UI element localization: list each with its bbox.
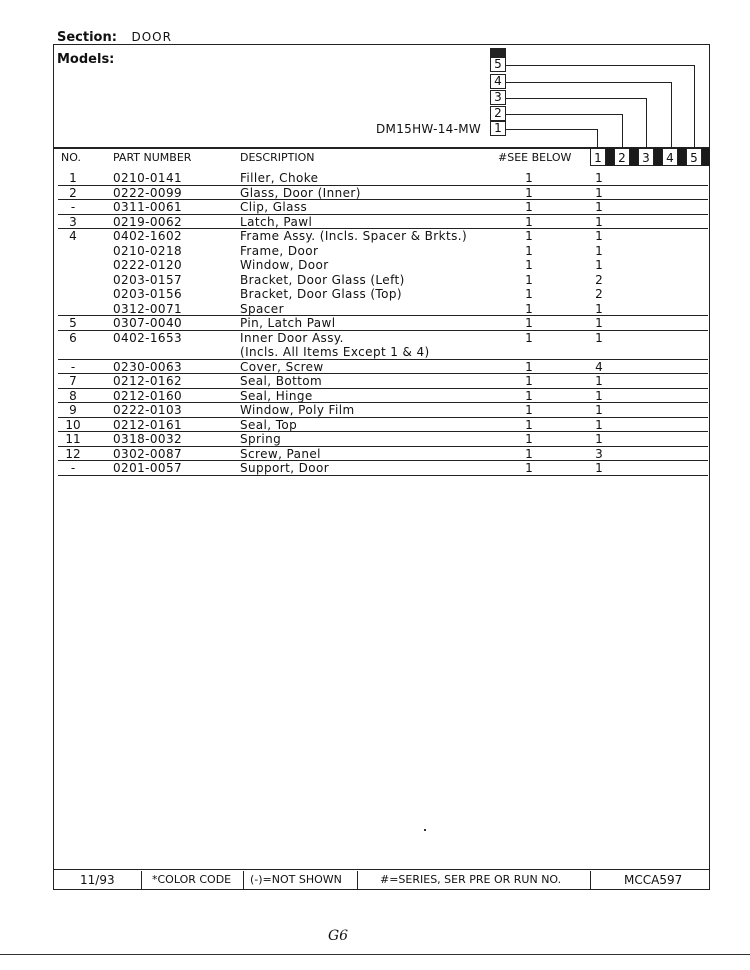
row-quantity: 1 <box>595 432 603 446</box>
footer-divider <box>141 871 142 890</box>
footer-doc-code: MCCA597 <box>624 873 683 887</box>
model-number-2: 2 <box>490 106 506 121</box>
connector-5 <box>506 65 695 66</box>
footer-divider <box>357 871 358 890</box>
table-row <box>53 302 710 317</box>
model-number-1: 1 <box>490 121 506 136</box>
row-description: Support, Door <box>240 461 330 475</box>
row-quantity: 2 <box>595 272 603 287</box>
table-row <box>53 447 710 462</box>
table-row <box>53 331 710 346</box>
footer-not-shown: (-)=NOT SHOWN <box>250 873 342 886</box>
row-part-number: 0219-0062 <box>113 214 183 229</box>
connector-1-down <box>597 129 598 148</box>
row-description: Clip, Glass <box>240 200 308 214</box>
row-see-below: 1 <box>525 388 533 403</box>
row-no: 10 <box>65 417 81 432</box>
row-description: Spring <box>240 432 282 446</box>
row-see-below: 1 <box>525 374 533 388</box>
row-quantity: 1 <box>595 374 603 388</box>
model-number-3: 3 <box>490 90 506 105</box>
row-description: Pin, Latch Pawl <box>240 316 336 330</box>
row-see-below: 1 <box>525 185 533 200</box>
row-see-below: 1 <box>525 316 533 330</box>
row-description: (Incls. All Items Except 1 & 4) <box>240 345 430 359</box>
row-no: 4 <box>69 229 77 243</box>
row-part-number: 0402-1602 <box>113 229 183 243</box>
row-description: Window, Door <box>240 258 329 272</box>
row-no: - <box>70 359 76 374</box>
stray-mark <box>424 829 426 831</box>
row-description: Window, Poly Film <box>240 403 355 417</box>
table-row <box>53 461 710 476</box>
connector-2 <box>506 114 623 115</box>
connector-1 <box>506 129 598 130</box>
row-description: Screw, Panel <box>240 446 321 461</box>
row-quantity: 1 <box>595 316 603 330</box>
table-row <box>53 287 710 302</box>
table-row <box>53 186 710 201</box>
row-part-number: 0302-0087 <box>113 446 183 461</box>
row-underline <box>58 475 708 476</box>
row-no: - <box>70 461 76 475</box>
row-description: Seal, Hinge <box>240 388 313 403</box>
table-row <box>53 360 710 375</box>
row-part-number: 0203-0157 <box>113 272 183 287</box>
section-label: Section: <box>57 30 117 45</box>
row-quantity: 1 <box>595 461 603 475</box>
row-see-below: 1 <box>525 417 533 432</box>
row-description: Frame, Door <box>240 243 319 258</box>
row-part-number: 0222-0099 <box>113 185 183 200</box>
model-col-5: 5 <box>686 148 702 166</box>
model-col-sep <box>654 148 662 166</box>
row-quantity: 3 <box>595 446 603 461</box>
row-see-below: 1 <box>525 330 533 345</box>
row-see-below: 1 <box>525 403 533 417</box>
row-description: Seal, Top <box>240 417 298 432</box>
row-see-below: 1 <box>525 446 533 461</box>
row-see-below: 1 <box>525 359 533 374</box>
model-col-3: 3 <box>638 148 654 166</box>
table-row <box>53 345 710 360</box>
connector-4 <box>506 82 672 83</box>
row-quantity: 1 <box>595 301 603 316</box>
row-part-number: 0212-0161 <box>113 417 183 432</box>
models-label: Models: <box>57 52 115 67</box>
row-quantity: 1 <box>595 200 603 214</box>
row-quantity: 1 <box>595 417 603 432</box>
footer-color-code: *COLOR CODE <box>152 873 232 886</box>
row-see-below: 1 <box>525 229 533 243</box>
col-head-no: NO. <box>61 151 81 164</box>
row-quantity: 1 <box>595 229 603 243</box>
row-description: Glass, Door (Inner) <box>240 185 361 200</box>
row-part-number: 0230-0063 <box>113 359 183 374</box>
table-row <box>53 258 710 273</box>
row-no: 5 <box>69 316 77 330</box>
connector-3-down <box>646 98 647 148</box>
row-no: 1 <box>69 171 77 185</box>
row-part-number: 0212-0160 <box>113 388 183 403</box>
page-mark: G6 <box>328 928 349 944</box>
col-head-see-below: #SEE BELOW <box>498 151 572 164</box>
row-part-number: 0307-0040 <box>113 316 183 330</box>
row-part-number: 0210-0141 <box>113 171 183 185</box>
row-see-below: 1 <box>525 461 533 475</box>
row-part-number: 0311-0061 <box>113 200 183 214</box>
col-head-part-number: PART NUMBER <box>113 151 192 164</box>
section-value: DOOR <box>131 30 172 44</box>
row-no: 9 <box>69 403 77 417</box>
table-row <box>53 200 710 215</box>
row-see-below: 1 <box>525 200 533 214</box>
row-description: Seal, Bottom <box>240 374 323 388</box>
col-head-description: DESCRIPTION <box>240 151 315 164</box>
row-quantity: 1 <box>595 185 603 200</box>
row-description: Cover, Screw <box>240 359 324 374</box>
row-description: Inner Door Assy. <box>240 330 344 345</box>
row-quantity: 1 <box>595 214 603 229</box>
row-no: 3 <box>69 214 77 229</box>
row-part-number: 0201-0057 <box>113 461 183 475</box>
table-row <box>53 374 710 389</box>
table-row <box>53 403 710 418</box>
model-name: DM15HW-14-MW <box>376 122 482 136</box>
table-row <box>53 215 710 230</box>
row-description: Latch, Pawl <box>240 214 313 229</box>
row-see-below: 1 <box>525 171 533 185</box>
row-part-number: 0222-0120 <box>113 258 183 272</box>
row-see-below: 1 <box>525 214 533 229</box>
row-see-below: 1 <box>525 258 533 272</box>
footer-series: #=SERIES, SER PRE OR RUN NO. <box>380 873 562 886</box>
connector-2-down <box>622 114 623 148</box>
row-no: 11 <box>65 432 81 446</box>
row-quantity: 1 <box>595 243 603 258</box>
row-description: Bracket, Door Glass (Left) <box>240 272 405 287</box>
model-number-4: 4 <box>490 74 506 89</box>
row-no: 8 <box>69 388 77 403</box>
row-no: 6 <box>69 330 77 345</box>
row-part-number: 0402-1653 <box>113 330 183 345</box>
row-part-number: 0212-0162 <box>113 374 183 388</box>
connector-5-down <box>694 65 695 148</box>
row-description: Spacer <box>240 301 284 316</box>
model-number-5: 5 <box>490 57 506 72</box>
table-row <box>53 316 710 331</box>
row-see-below: 1 <box>525 287 533 301</box>
model-col-sep <box>606 148 614 166</box>
table-row <box>53 229 710 244</box>
model-number-strip <box>490 48 506 57</box>
row-quantity: 1 <box>595 330 603 345</box>
connector-3 <box>506 98 647 99</box>
model-col-4: 4 <box>662 148 678 166</box>
row-description: Bracket, Door Glass (Top) <box>240 287 402 301</box>
section-header <box>57 30 172 45</box>
row-quantity: 1 <box>595 403 603 417</box>
table-row <box>53 389 710 404</box>
footer-date: 11/93 <box>80 873 115 887</box>
row-part-number: 0222-0103 <box>113 403 183 417</box>
row-no: 7 <box>69 374 77 388</box>
table-row <box>53 171 710 186</box>
connector-4-down <box>671 82 672 148</box>
row-no: 12 <box>65 446 81 461</box>
row-see-below: 1 <box>525 272 533 287</box>
table-row <box>53 273 710 288</box>
model-col-1: 1 <box>590 148 606 166</box>
row-part-number: 0203-0156 <box>113 287 183 301</box>
row-description: Filler, Choke <box>240 171 319 185</box>
footer-divider <box>590 871 591 890</box>
row-see-below: 1 <box>525 301 533 316</box>
model-col-sep <box>630 148 638 166</box>
row-quantity: 1 <box>595 171 603 185</box>
row-quantity: 1 <box>595 258 603 272</box>
model-col-2: 2 <box>614 148 630 166</box>
bottom-rule <box>0 954 750 955</box>
row-see-below: 1 <box>525 432 533 446</box>
row-no: 2 <box>69 185 77 200</box>
row-part-number: 0318-0032 <box>113 432 183 446</box>
model-col-sep <box>702 148 710 166</box>
table-row <box>53 244 710 259</box>
model-col-sep <box>678 148 686 166</box>
table-row <box>53 418 710 433</box>
row-part-number: 0312-0071 <box>113 301 183 316</box>
row-description: Frame Assy. (Incls. Spacer & Brkts.) <box>240 229 468 243</box>
row-quantity: 4 <box>595 359 603 374</box>
footer-divider <box>243 871 244 890</box>
row-see-below: 1 <box>525 243 533 258</box>
row-quantity: 2 <box>595 287 603 301</box>
row-quantity: 1 <box>595 388 603 403</box>
row-no: - <box>70 200 76 214</box>
table-row <box>53 432 710 447</box>
row-part-number: 0210-0218 <box>113 243 183 258</box>
